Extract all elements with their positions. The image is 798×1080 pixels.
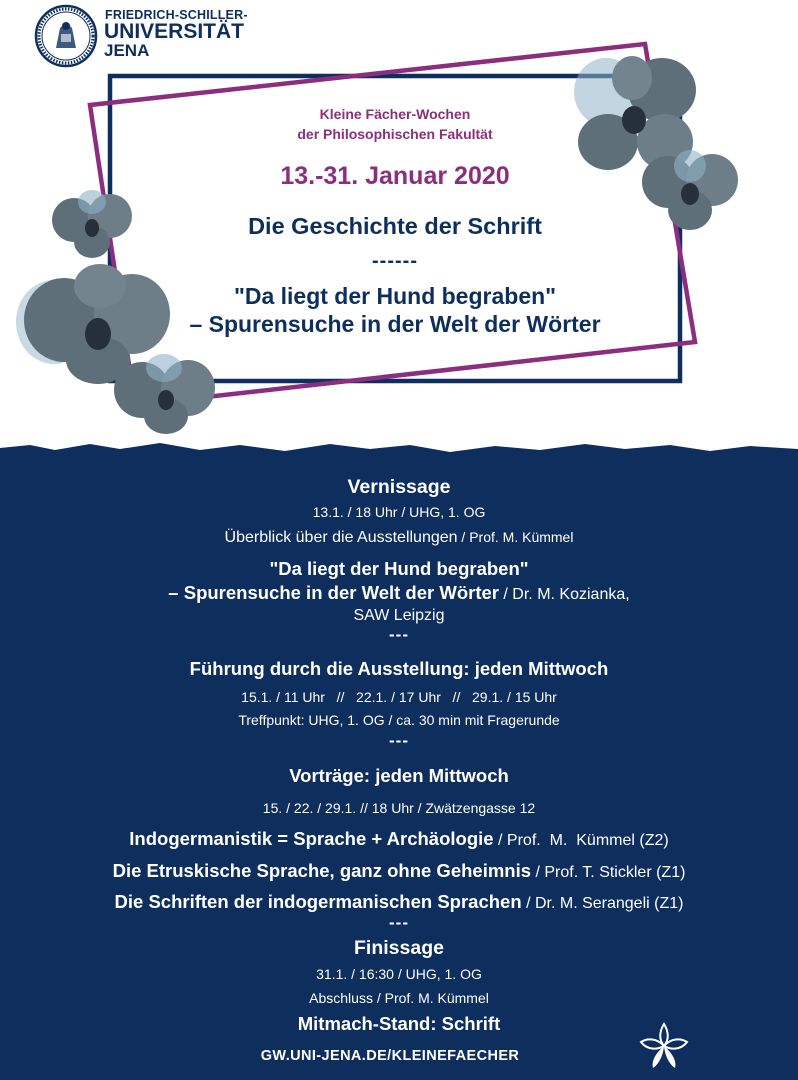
section-separator-3: --- <box>389 913 409 932</box>
stand-heading: Mitmach-Stand: Schrift <box>297 1013 501 1034</box>
exhibition-subtitle <box>130 282 660 338</box>
lecture-speaker: / Dr. M. Serangeli (Z1) <box>521 895 684 912</box>
talk-affiliation: SAW Leipzig <box>353 607 445 624</box>
finissage-heading: Finissage <box>354 937 444 959</box>
section-separator-2: --- <box>389 731 409 750</box>
lecture-item <box>0 891 798 913</box>
logo-line-universitaet: UNIVERSITÄT <box>104 20 245 43</box>
orchid-icon <box>640 148 740 233</box>
vernissage-talk-line-2 <box>0 582 798 604</box>
lecture-title: Die Schriften der indogermanischen Sprachen <box>114 891 522 912</box>
series-line-2: der Philosophischen Fakultät <box>297 126 493 142</box>
logo-line-jena: JENA <box>104 41 150 60</box>
overview-speaker: / Prof. M. Kümmel <box>457 529 574 545</box>
series-line-1: Kleine Fächer-Wochen <box>319 106 471 122</box>
finissage-when: 31.1. / 16:30 / UHG, 1. OG <box>316 966 482 982</box>
lecture-item <box>0 860 798 882</box>
vernissage-when: 13.1. / 18 Uhr / UHG, 1. OG <box>312 504 486 520</box>
tours-heading: Führung durch die Ausstellung: jeden Mittwoch <box>189 658 609 679</box>
overview-text: Überblick über die Ausstellungen <box>224 529 458 546</box>
orchid-icon <box>50 188 135 263</box>
lecture-speaker: / Prof. M. Kümmel (Z2) <box>493 832 669 849</box>
orchid-icon <box>112 352 217 437</box>
section-separator-1: --- <box>389 625 409 644</box>
talk-speaker: / Dr. M. Kozianka, <box>498 586 630 603</box>
talk-line-2-text: – Spurensuche in der Welt der Wörter <box>168 582 499 603</box>
lecture-speaker: / Prof. T. Stickler (Z1) <box>531 864 686 881</box>
exhibition-title: Die Geschichte der Schrift <box>248 213 542 239</box>
lecture-item <box>0 828 798 850</box>
lecture-title: Die Etruskische Sprache, ganz ohne Geheimnis <box>112 860 532 881</box>
website-link[interactable]: GW.UNI-JENA.DE/KLEINEFAECHER <box>260 1048 520 1064</box>
subtitle-line-1: "Da liegt der Hund begraben" <box>233 283 557 309</box>
lectures-when: 15. / 22. / 29.1. // 18 Uhr / Zwätzengasse 12 <box>262 800 536 816</box>
vernissage-overview <box>0 529 798 547</box>
tours-meeting-point: Treffpunkt: UHG, 1. OG / ca. 30 min mit Fragerunde <box>238 712 560 728</box>
subtitle-line-2: – Spurensuche in der Welt der Wörter <box>189 311 601 337</box>
lectures-heading: Vorträge: jeden Mittwoch <box>289 765 509 786</box>
vernissage-heading: Vernissage <box>347 476 451 498</box>
finissage-closing: Abschluss / Prof. M. Kümmel <box>309 990 489 1006</box>
lecture-title: Indogermanistik = Sprache + Archäologie <box>129 828 494 849</box>
title-separator: ------ <box>372 250 418 272</box>
orchid-logo-icon <box>639 1022 689 1070</box>
series-title <box>150 104 640 144</box>
event-dates: 13.-31. Januar 2020 <box>280 162 510 190</box>
vernissage-talk-line-1: "Da liegt der Hund begraben" <box>269 558 529 579</box>
logo-line-friedrich-schiller: FRIEDRICH-SCHILLER- <box>105 8 248 22</box>
tours-times: 15.1. / 11 Uhr // 22.1. / 17 Uhr // 29.1. / 15 Uhr <box>241 689 557 705</box>
